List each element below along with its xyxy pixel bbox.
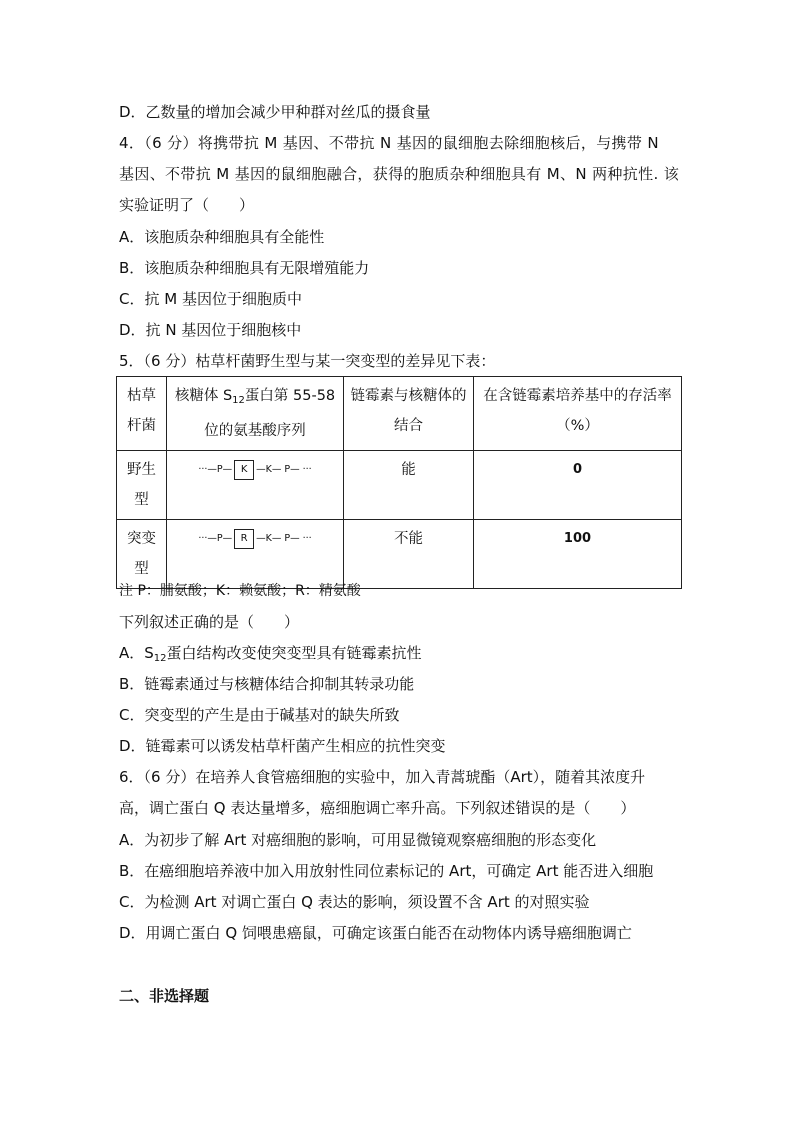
question-6-option-c: C．为检测 Art 对调亡蛋白 Q 表达的影响，须设置不含 Art 的对照实验 (119, 893, 590, 911)
question-5-prompt: 下列叙述正确的是（ ） (119, 613, 300, 631)
question-6-option-a: A．为初步了解 Art 对癌细胞的影响，可用显微镜观察癌细胞的形态变化 (119, 831, 597, 849)
amino-acid-sequence: ···—P— K —K— P— ··· (167, 451, 344, 520)
section-heading: 二、非选择题 (119, 987, 210, 1005)
question-4-stem-line-3: 实验证明了（ ） (119, 196, 255, 214)
binding-value: 不能 (344, 520, 474, 589)
row-label: 突变型 (117, 520, 167, 589)
question-4-option-d: D．抗 N 基因位于细胞核中 (119, 321, 302, 339)
binding-value: 能 (344, 451, 474, 520)
amino-acid-sequence: ···—P— R —K— P— ··· (167, 520, 344, 589)
question-5-option-a: A．$S_{12}$蛋白结构改变使突变型具有链霉素抗性 (119, 644, 422, 664)
table-footnote: 注 P：脯氨酸；K：赖氨酸；R：精氨酸 (119, 583, 361, 599)
question-4-stem-line-2: 基因、不带抗 M 基因的鼠细胞融合，获得的胞质杂种细胞具有 M、N 两种抗性. 该 (119, 165, 680, 183)
header-survival: 在含链霉素培养基中的存活率（%） (474, 377, 682, 451)
question-3-option-d: D．乙数量的增加会减少甲种群对丝瓜的摄食量 (119, 103, 431, 121)
question-4-option-a: A．该胞质杂种细胞具有全能性 (119, 228, 325, 246)
highlighted-residue: K (234, 460, 254, 480)
question-4-option-b: B．该胞质杂种细胞具有无限增殖能力 (119, 259, 370, 277)
question-6-option-b: B．在癌细胞培养液中加入用放射性同位素标记的 Art，可确定 Art 能否进入细胞 (119, 862, 654, 880)
question-6-stem-line-2: 高，调亡蛋白 Q 表达量增多，癌细胞调亡率升高。下列叙述错误的是（ ） (119, 799, 636, 817)
survival-value: 0 (474, 451, 682, 520)
question-4-option-c: C．抗 M 基因位于细胞质中 (119, 290, 302, 308)
row-label: 野生型 (117, 451, 167, 520)
header-strain: 枯草杆菌 (117, 377, 167, 451)
question-5-option-b: B．链霉素通过与核糖体结合抑制其转录功能 (119, 675, 415, 693)
question-6-option-d: D．用调亡蛋白 Q 饲喂患癌鼠，可确定该蛋白能否在动物体内诱导癌细胞调亡 (119, 924, 632, 942)
table-row (117, 520, 682, 589)
question-6-stem-line-1: 6．（6 分）在培养人食管癌细胞的实验中，加入青蒿琥酯（Art），随着其浓度升 (119, 768, 646, 786)
survival-value: 100 (474, 520, 682, 589)
table-header-row (117, 377, 682, 451)
highlighted-residue: R (234, 529, 254, 549)
question-4-stem-line-1: 4．（6 分）将携带抗 M 基因、不带抗 N 基因的鼠细胞去除细胞核后，与携带 N (119, 134, 659, 152)
question-5-option-c: C．突变型的产生是由于碱基对的缺失所致 (119, 706, 400, 724)
question-5-option-d: D．链霉素可以诱发枯草杆菌产生相应的抗性突变 (119, 737, 446, 755)
header-binding: 链霉素与核糖体的结合 (344, 377, 474, 451)
table-row (117, 451, 682, 520)
question-5-stem: 5．（6 分）枯草杆菌野生型与某一突变型的差异见下表： (119, 352, 496, 370)
comparison-table (116, 376, 682, 589)
header-sequence: 核糖体 $S_{12}$蛋白第 55-58 位的氨基酸序列 (167, 377, 344, 451)
